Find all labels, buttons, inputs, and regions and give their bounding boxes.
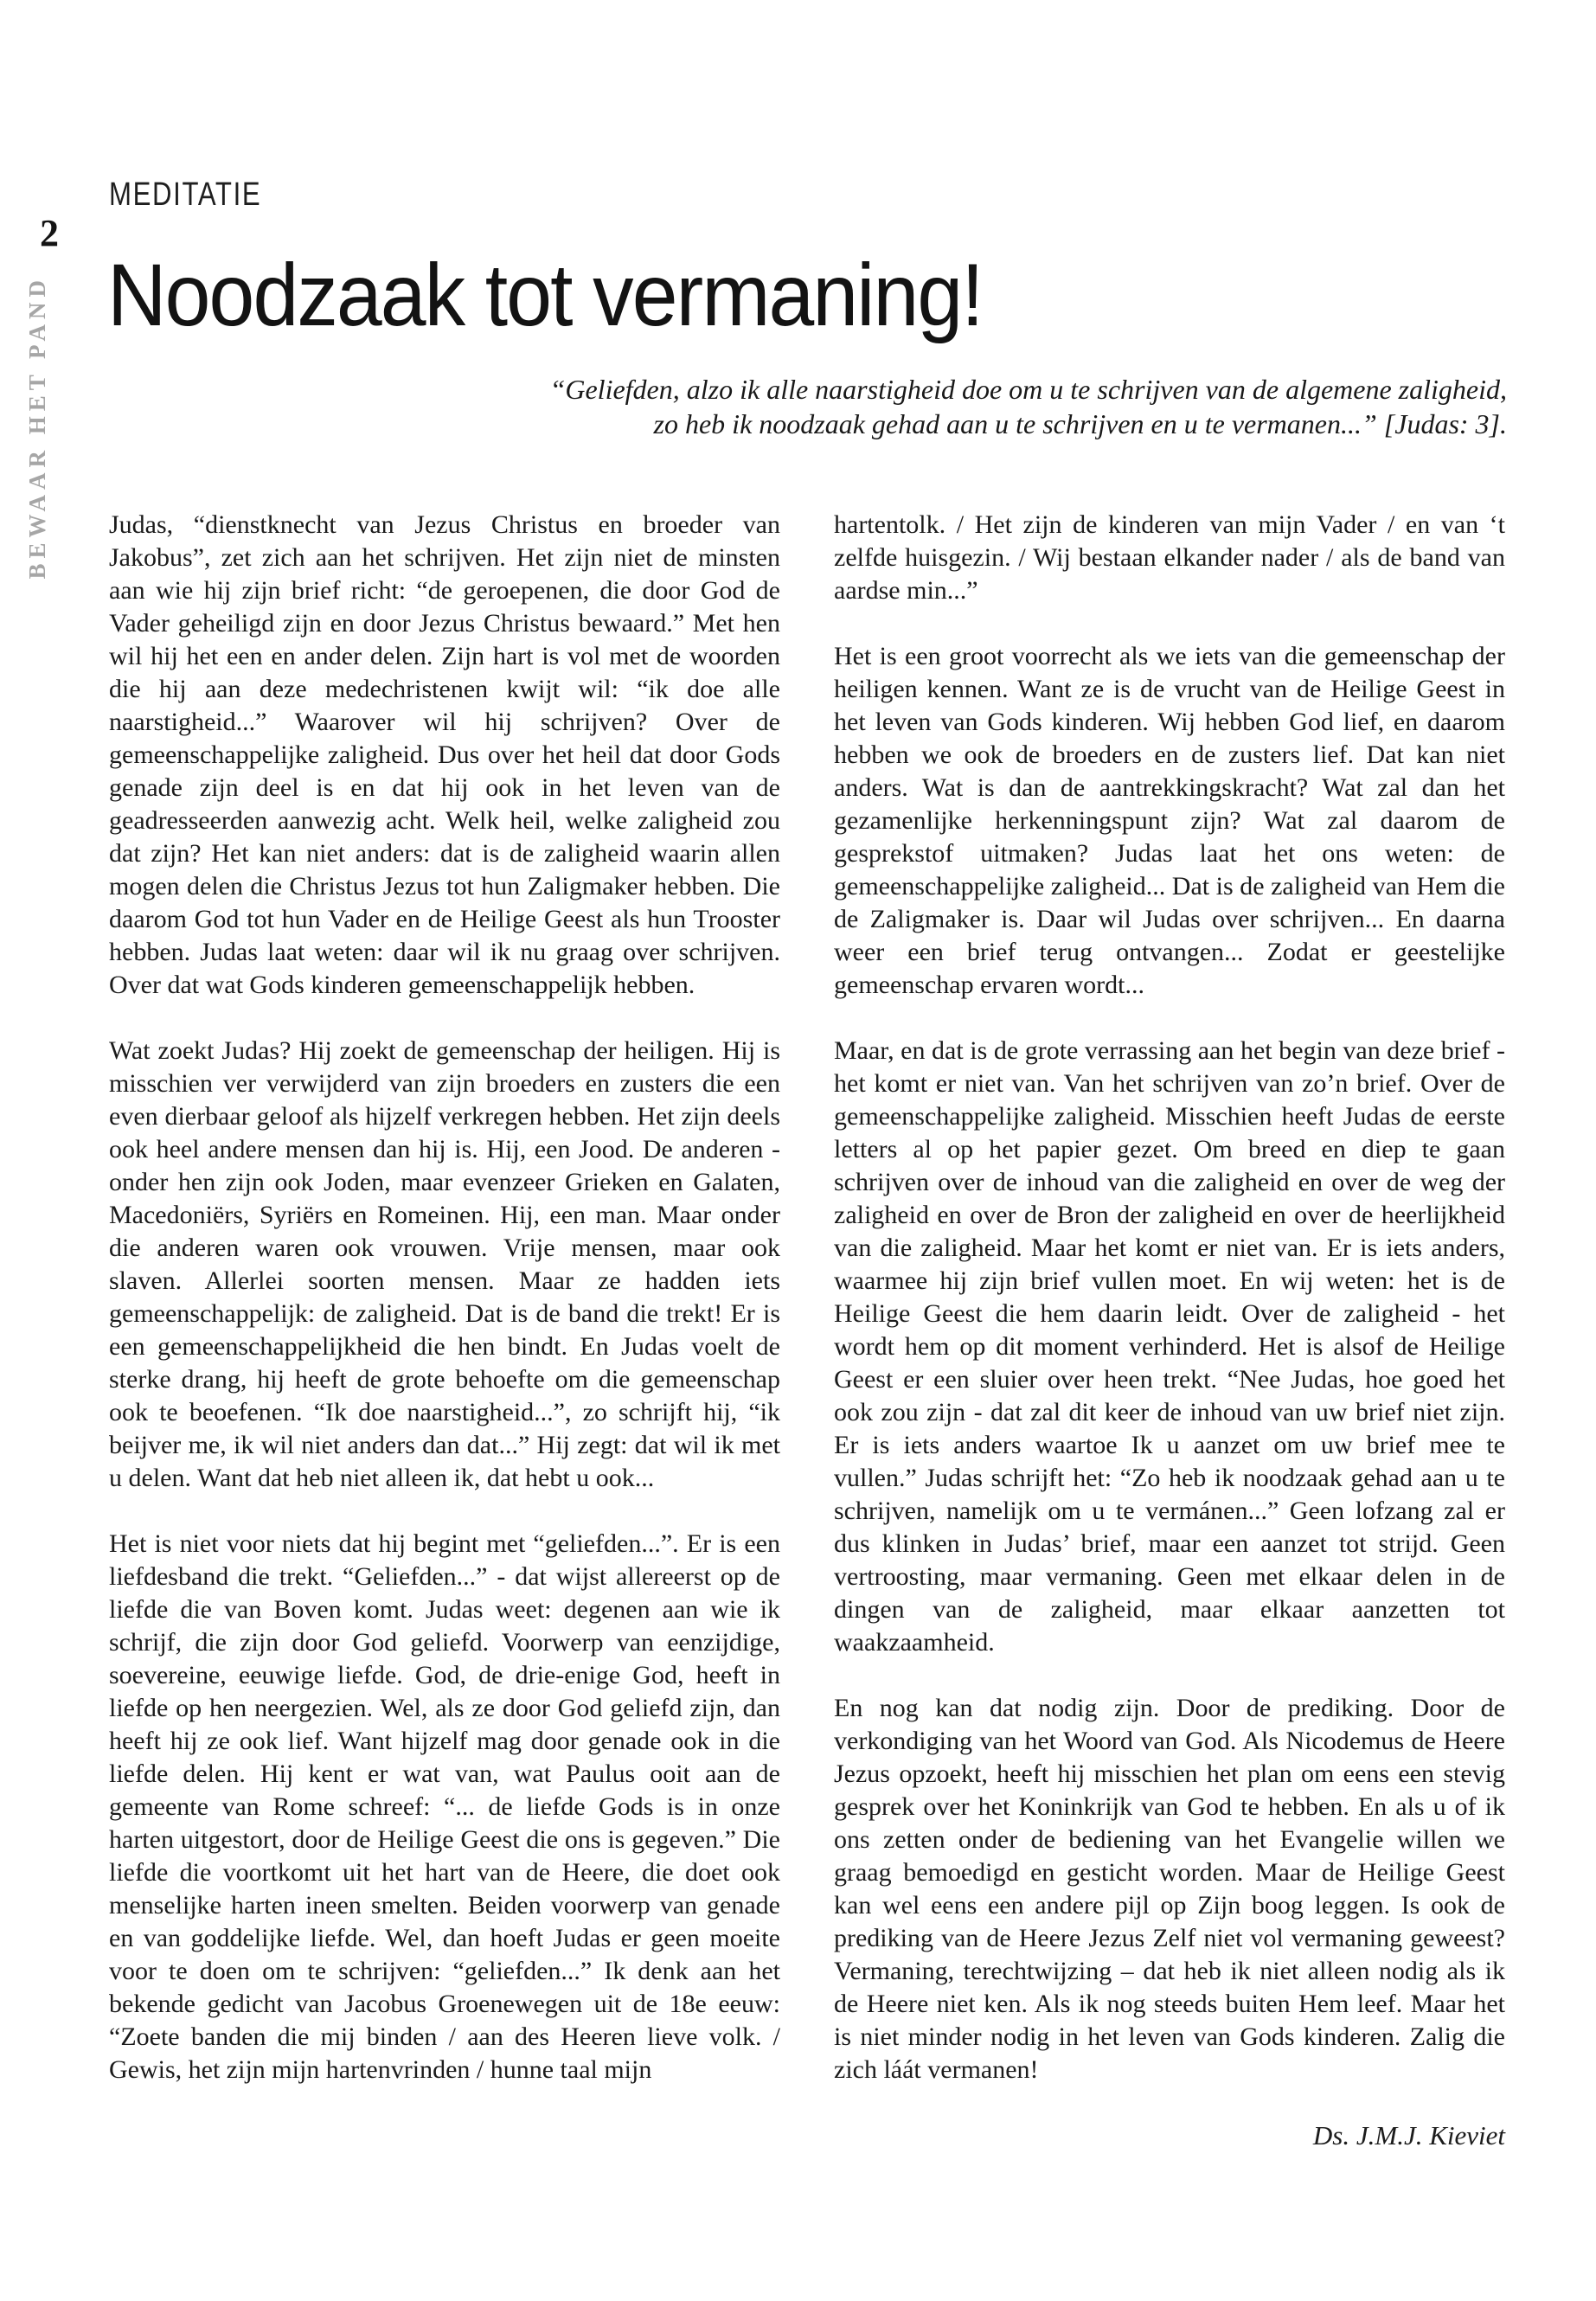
body-paragraph: Het is een groot voorrecht als we iets van die gemeenschap der heiligen kennen. Want ze is de vrucht van de Heilige Geest in het leven van Gods kinderen. Wij hebben God lief, en daarom hebben we ook de broeders en de zusters lief. Dat kan niet anders. Wat is dan de aantrekkingskracht? Wat zal dan het gezamenlijke herkenningspunt zijn? Wat zal daarom de gesprekstof uitmaken? Judas laat het ons weten: de gemeenschappelijke zaligheid... Dat is de zaligheid van Hem die de Zaligmaker is. Daar wil Judas over schrijven... En daarna weer een brief terug ontvangen... Zodat er geestelijke gemeenschap ervaren wordt...	[834, 642, 1505, 999]
section-label: MEDITATIE	[109, 176, 262, 213]
body-paragraph: Het is niet voor niets dat hij begint met “geliefden...”. Er is een liefdesband die trekt. “Geliefden...” - dat wijst allereerst op de liefde die van Boven komt. Judas weet: degenen aan wie ik schrijf, die zijn door God geliefd. Voorwerp van eenzijdige, soevereine, eeuwige liefde. God, de drie-enige God, heeft in liefde op hen neergezien. Wel, als ze door God geliefd zijn, dan heeft hij ze ook lief. Want hijzelf mag door genade ook in die liefde delen. Hij kent er wat van, wat Paulus ooit aan de gemeente van Rome schreef: “... de liefde Gods is in onze harten uitgestort, door de Heilige Geest die ons is gegeven.” Die liefde die voortkomt uit het hart van de Heere, die doet ook menselijke harten ineen smelten. Beiden voorwerp van genade en van goddelijke liefde. Wel, dan hoeft Judas er geen moeite voor te doen om te schrijven: “geliefden...” Ik denk aan het bekende gedicht van Jacobus Groenewegen uit de 18e eeuw: “Zoete banden die mij binden / aan des Heeren lieve volk. / Gewis, het zijn mijn hartenvrinden / hunne taal mijn	[109, 1529, 780, 2084]
body-paragraph: hartentolk. / Het zijn de kinderen van mijn Vader / en van ‘t zelfde huisgezin. / Wij bestaan elkander nader / als de band van aardse min...”	[834, 510, 1505, 605]
body-paragraph: Maar, en dat is de grote verrassing aan het begin van deze brief - het komt er niet van. Van het schrijven van zo’n brief. Over de gemeenschappelijke zaligheid. Misschien heeft Judas de eerste letters al op het papier gezet. Om breed en diep te gaan schrijven over de inhoud van die zaligheid en over de weg der zaligheid en over de Bron der zaligheid en over de heerlijkheid van die zaligheid. Maar het komt er niet van. Er is iets anders, waarmee hij zijn brief vullen moet. En wij weten: het is de Heilige Geest die hem daarin leidt. Over de zaligheid - het wordt hem op dit moment verhinderd. Het is alsof de Heilige Geest er een sluier over heen trekt. “Nee Judas, hoe goed het ook zou zijn - dat zal dit keer de inhoud van uw brief niet zijn. Er is iets anders waartoe Ik u aanzet om uw brief mee te vullen.” Judas schrijft het: “Zo heb ik noodzaak gehad aan u te schrijven, namelijk om u te vermánen...” Geen lofzang zal er dus klinken in Judas’ brief, maar een aanzet tot strijd. Geen vertroosting, maar vermaning. Geen met elkaar delen in de dingen van de zaligheid, maar elkaar aanzetten tot waakzaamheid.	[834, 1036, 1505, 1657]
scripture-quote	[365, 372, 1507, 441]
page-number: 2	[40, 212, 59, 254]
article-title: Noodzaak tot vermaning!	[107, 246, 983, 344]
quote-line: “Geliefden, alzo ik alle naarstigheid doe om u te schrijven van de algemene zaligheid,	[549, 374, 1507, 405]
right-column	[834, 509, 1505, 2185]
left-column	[109, 509, 780, 2119]
author-signature: Ds. J.M.J. Kieviet	[1312, 2120, 1505, 2150]
body-paragraph: En nog kan dat nodig zijn. Door de prediking. Door de verkondiging van het Woord van God. Als Nicodemus de Heere Jezus opzoekt, heeft hij misschien het plan om eens een stevig gesprek over het Koninkrijk van God te hebben. En als u of ik ons zetten onder de bediening van het Evangelie willen we graag bemoedigd en gesticht worden. Maar de Heilige Geest kan wel eens een andere pijl op Zijn boog leggen. Is ook de prediking van de Heere Jezus Zelf niet vol vermaning geweest? Vermaning, terechtwijzing – dat heb ik niet alleen nodig als ik de Heere niet ken. Als ik nog steeds buiten Hem leef. Maar het is niet minder nodig in het leven van Gods kinderen. Zalig die zich láát vermanen!	[834, 1694, 1505, 2084]
quote-line: zo heb ik noodzaak gehad aan u te schrijven en u te vermanen...” [Judas: 3].	[653, 408, 1507, 439]
magazine-edition-vertical-label: BEWAAR HET PAND	[24, 275, 50, 580]
body-paragraph: Judas, “dienstknecht van Jezus Christus en broeder van Jakobus”, zet zich aan het schrijven. Het zijn niet de minsten aan wie hij zijn brief richt: “de geroepenen, die door God de Vader geheiligd zijn en door Jezus Christus bewaard.” Met hen wil hij het een en ander delen. Zijn hart is vol met de woorden die hij aan deze medechristenen kwijt wil: “ik doe alle naarstigheid...” Waarover wil hij schrijven? Over de gemeenschappelijke zaligheid. Dus over het heil dat door Gods genade zijn deel is en dat hij ook in het leven van de geadresseerden aanwezig acht. Welk heil, welke zaligheid zou dat zijn? Het kan niet anders: dat is de zaligheid waarin allen mogen delen die Christus Jezus tot hun Zaligmaker hebben. Die daarom God tot hun Vader en de Heilige Geest als hun Trooster hebben. Judas laat weten: daar wil ik nu graag over schrijven. Over dat wat Gods kinderen gemeenschappelijk hebben.	[109, 510, 780, 999]
body-paragraph: Wat zoekt Judas? Hij zoekt de gemeenschap der heiligen. Hij is misschien ver verwijderd van zijn broeders en zusters die een even dierbaar geloof als hijzelf verkregen hebben. Het zijn deels ook heel andere mensen dan hij is. Hij, een Jood. De anderen - onder hen zijn ook Joden, maar evenzeer Grieken en Galaten, Macedoniërs, Syriërs en Romeinen. Hij, een man. Maar onder die anderen waren ook vrouwen. Vrije mensen, maar ook slaven. Allerlei soorten mensen. Maar ze hadden iets gemeenschappelijk: de zaligheid. Dat is de band die trekt! Er is een gemeenschappelijkheid die hen bindt. En Judas voelt de sterke drang, hij heeft de grote behoefte om die gemeenschap ook te beoefenen. “Ik doe naarstigheid...”, zo schrijft hij, “ik beijver me, ik wil niet anders dan dat...” Hij zegt: dat wil ik met u delen. Want dat heb niet alleen ik, dat hebt u ook...	[109, 1036, 780, 1492]
